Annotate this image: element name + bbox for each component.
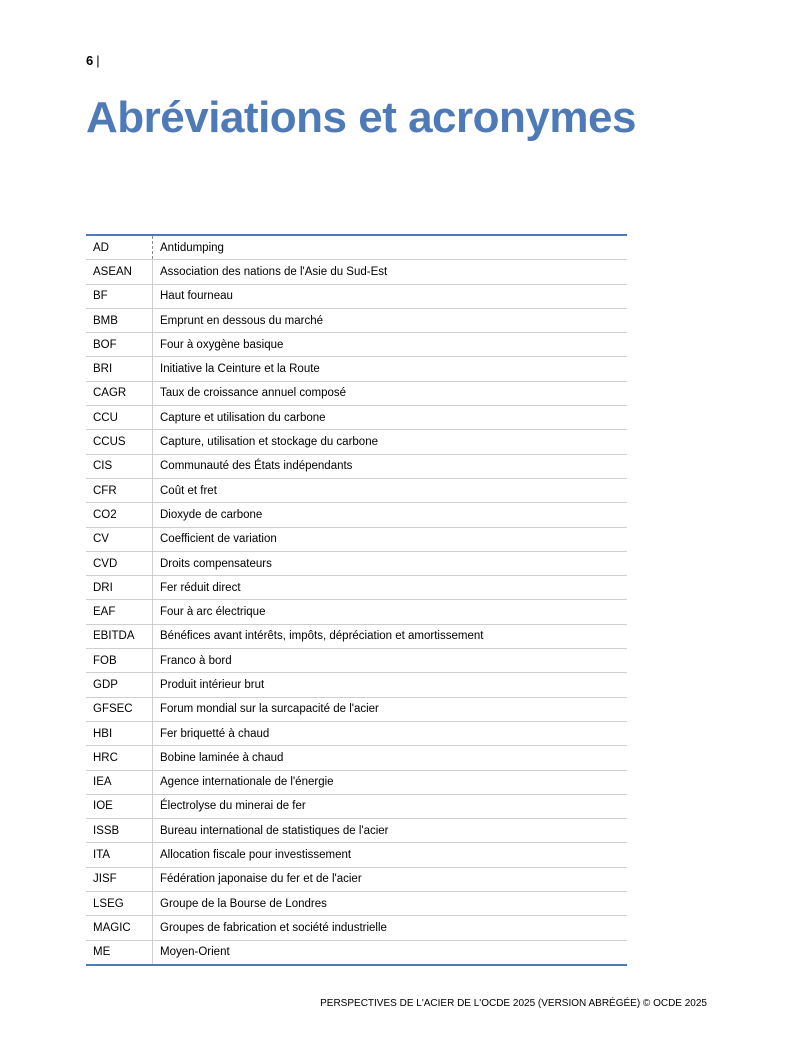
definition-cell: Communauté des États indépendants	[153, 454, 628, 478]
table-row	[86, 940, 627, 965]
table-row	[86, 892, 627, 916]
abbreviation-cell: GDP	[86, 673, 153, 697]
table-row	[86, 333, 627, 357]
definition-cell: Produit intérieur brut	[153, 673, 628, 697]
abbreviation-cell: HRC	[86, 746, 153, 770]
abbreviation-cell: ME	[86, 940, 153, 965]
table-row	[86, 624, 627, 648]
table-row	[86, 600, 627, 624]
abbreviation-cell: CIS	[86, 454, 153, 478]
table-row	[86, 235, 627, 260]
table-row	[86, 576, 627, 600]
page-number-separator: |	[96, 53, 100, 68]
definition-cell: Forum mondial sur la surcapacité de l'acier	[153, 697, 628, 721]
abbreviation-cell: BF	[86, 284, 153, 308]
definition-cell: Four à arc électrique	[153, 600, 628, 624]
table-row	[86, 916, 627, 940]
definition-cell: Fer briquetté à chaud	[153, 721, 628, 745]
table-row	[86, 381, 627, 405]
table-row	[86, 551, 627, 575]
definition-cell: Moyen-Orient	[160, 946, 230, 959]
abbreviation-cell: CCU	[86, 406, 153, 430]
table-row	[86, 746, 627, 770]
definition-cell: Droits compensateurs	[153, 551, 628, 575]
table-row	[86, 406, 627, 430]
page-footer: PERSPECTIVES DE L'ACIER DE L'OCDE 2025 (VERSION ABRÉGÉE) © OCDE 2025	[320, 998, 707, 1009]
abbreviation-cell: BRI	[86, 357, 153, 381]
definition-cell: Association des nations de l'Asie du Sud-Est	[153, 260, 628, 284]
definition-cell: Coefficient de variation	[153, 527, 628, 551]
definition-cell: Bénéfices avant intérêts, impôts, dépréciation et amortissement	[153, 624, 628, 648]
definition-cell: Groupe de la Bourse de Londres	[153, 892, 628, 916]
abbreviation-cell: CFR	[86, 478, 153, 502]
table-row	[86, 721, 627, 745]
abbreviation-cell: DRI	[86, 576, 153, 600]
table-row	[86, 308, 627, 332]
abbreviation-cell: BMB	[86, 308, 153, 332]
definition-cell: Capture, utilisation et stockage du carbone	[153, 430, 628, 454]
definition-cell: Taux de croissance annuel composé	[153, 381, 628, 405]
table-row	[86, 284, 627, 308]
table-row	[86, 430, 627, 454]
abbreviation-cell: CCUS	[86, 430, 153, 454]
abbreviation-cell: MAGIC	[86, 916, 153, 940]
abbreviation-cell: IEA	[86, 770, 153, 794]
table-row	[86, 794, 627, 818]
abbreviation-cell: EAF	[86, 600, 153, 624]
definition-cell: Emprunt en dessous du marché	[153, 308, 628, 332]
definition-cell: Fer réduit direct	[153, 576, 628, 600]
definition-cell: Haut fourneau	[153, 284, 628, 308]
abbreviations-table-body	[86, 235, 627, 965]
abbreviation-cell: CAGR	[86, 381, 153, 405]
abbreviation-cell: FOB	[86, 649, 153, 673]
abbreviations-table	[86, 234, 627, 966]
table-row	[86, 673, 627, 697]
table-row	[86, 867, 627, 891]
definition-cell: Franco à bord	[153, 649, 628, 673]
abbreviation-cell: LSEG	[86, 892, 153, 916]
page-number-value: 6	[86, 53, 94, 68]
definition-cell: Antidumping	[153, 235, 628, 260]
table-row	[86, 503, 627, 527]
abbreviation-cell: CVD	[86, 551, 153, 575]
definition-cell: Dioxyde de carbone	[153, 503, 628, 527]
table-row	[86, 649, 627, 673]
page-title: Abréviations et acronymes	[86, 93, 636, 142]
page-number	[86, 52, 100, 70]
abbreviation-cell: ITA	[86, 843, 153, 867]
table-row	[86, 843, 627, 867]
table-row	[86, 260, 627, 284]
table-row	[86, 697, 627, 721]
table-row	[86, 478, 627, 502]
table-row	[86, 357, 627, 381]
table-row	[86, 770, 627, 794]
definition-cell: Capture et utilisation du carbone	[153, 406, 628, 430]
abbreviation-cell: EBITDA	[86, 624, 153, 648]
abbreviation-cell: JISF	[86, 867, 153, 891]
abbreviation-cell: CO2	[86, 503, 153, 527]
definition-cell: Bobine laminée à chaud	[153, 746, 628, 770]
definition-cell: Agence internationale de l'énergie	[153, 770, 628, 794]
definition-cell: Fédération japonaise du fer et de l'acier	[153, 867, 628, 891]
table-row	[86, 527, 627, 551]
definition-cell: Four à oxygène basique	[153, 333, 628, 357]
table-row	[86, 819, 627, 843]
abbreviation-cell: AD	[86, 235, 153, 260]
abbreviation-cell: CV	[86, 527, 153, 551]
definition-cell: Bureau international de statistiques de l'acier	[153, 819, 628, 843]
table-row	[86, 454, 627, 478]
definition-cell: Allocation fiscale pour investissement	[153, 843, 628, 867]
definition-cell: Groupes de fabrication et société industrielle	[153, 916, 628, 940]
definition-cell: Initiative la Ceinture et la Route	[153, 357, 628, 381]
abbreviation-cell: ISSB	[86, 819, 153, 843]
abbreviation-cell: IOE	[86, 794, 153, 818]
abbreviation-cell: BOF	[86, 333, 153, 357]
abbreviation-cell: ASEAN	[86, 260, 153, 284]
definition-cell: Coût et fret	[153, 478, 628, 502]
abbreviation-cell: GFSEC	[86, 697, 153, 721]
definition-cell: Électrolyse du minerai de fer	[153, 794, 628, 818]
abbreviation-cell: HBI	[86, 721, 153, 745]
